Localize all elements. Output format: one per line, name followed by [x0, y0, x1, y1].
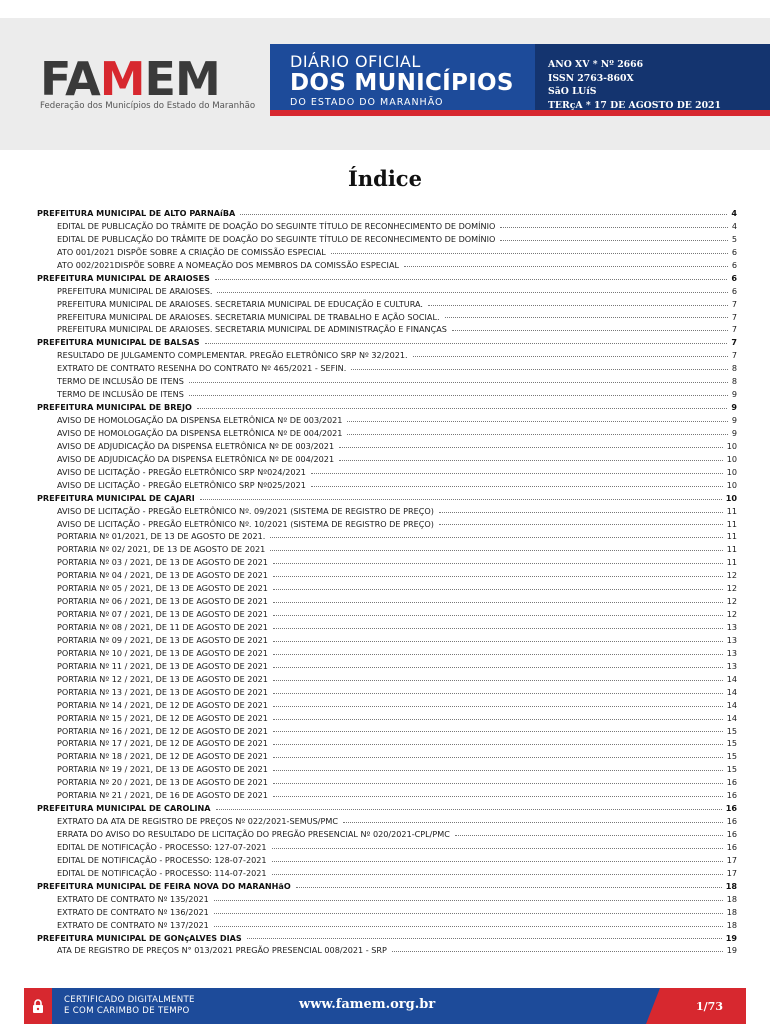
toc-entry[interactable]: [37, 841, 737, 854]
toc-entry[interactable]: [37, 906, 737, 919]
toc-page-number: 18: [725, 880, 737, 891]
toc-entry[interactable]: [37, 647, 737, 660]
toc-entry[interactable]: [37, 944, 737, 957]
toc-entry-title: ATA DE REGISTRO DE PREÇOS N° 013/2021 PREGÃO PRESENCIAL 008/2021 - SRP: [57, 945, 387, 956]
dot-leader: [347, 434, 727, 435]
toc-page-number: 12: [726, 570, 737, 581]
toc-entry-title: PORTARIA Nº 08 / 2021, DE 11 DE AGOSTO DE 2021: [57, 622, 268, 632]
toc-entry[interactable]: [37, 660, 737, 673]
dot-leader: [216, 809, 722, 810]
toc-entry-title: EDITAL DE NOTIFICAÇÃO - PROCESSO: 127-07-2021: [57, 841, 267, 852]
toc-entry[interactable]: [37, 867, 737, 880]
toc-entry-title: PORTARIA Nº 02/ 2021, DE 13 DE AGOSTO DE 2021: [57, 544, 266, 555]
dot-leader: [273, 757, 723, 758]
toc-page-number: 11: [726, 518, 737, 529]
toc-entry-title: PORTARIA Nº 18 / 2021, DE 12 DE AGOSTO DE 2021: [57, 751, 268, 762]
toc-page-number: 15: [726, 738, 737, 749]
dot-leader: [273, 602, 723, 603]
toc-section[interactable]: [37, 272, 737, 285]
toc-page-number: 14: [726, 686, 737, 697]
toc-entry-title: PORTARIA Nº 12 / 2021, DE 13 DE AGOSTO DE 2021: [57, 673, 268, 684]
toc-entry[interactable]: [37, 776, 737, 789]
toc-entry-title: EDITAL DE NOTIFICAÇÃO - PROCESSO: 128-07-2021: [57, 854, 267, 865]
toc-page-number: 6: [731, 272, 737, 283]
toc-entry-title: EDITAL DE PUBLICAÇÃO DO TRÂMITE DE DOAÇÃO DO SEGUINTE TÍTULO DE RECONHECIMENTO DE DOMÍNIO: [57, 220, 496, 231]
dot-leader: [273, 641, 723, 642]
dot-leader: [413, 356, 728, 357]
toc-page-number: 18: [726, 893, 737, 904]
cert-line2: E COM CARIMBO DE TEMPO: [64, 1006, 190, 1016]
toc-page-number: 16: [726, 777, 737, 788]
dot-leader: [339, 447, 723, 448]
dot-leader: [343, 822, 723, 823]
toc-page-number: 8: [731, 363, 737, 374]
toc-entry-title: ATO 001/2021 DISPÕE SOBRE A CRIAÇÃO DE COMISSÃO ESPECIAL: [57, 246, 326, 257]
toc-entry[interactable]: [37, 349, 737, 362]
dot-leader: [273, 654, 723, 655]
toc-entry-title: PREFEITURA MUNICIPAL DE ARAIOSES.: [57, 285, 213, 296]
logo-subtitle: Federação dos Municípios do Estado do Maranhão: [40, 101, 256, 111]
toc-entry-title: PREFEITURA MUNICIPAL DE ARAIOSES. SECRETARIA MUNICIPAL DE ADMINISTRAÇÃO E FINANÇAS: [57, 324, 447, 335]
toc-entry[interactable]: [37, 479, 737, 492]
dot-leader: [452, 330, 728, 331]
toc-entry[interactable]: [37, 763, 737, 776]
toc-entry[interactable]: [37, 686, 737, 699]
toc-page-number: 7: [731, 298, 737, 309]
logo-part-b: EM: [144, 52, 220, 106]
toc-entry-title: PORTARIA Nº 14 / 2021, DE 12 DE AGOSTO DE 2021: [57, 699, 268, 710]
dot-leader: [445, 317, 728, 318]
toc-entry[interactable]: [37, 634, 737, 647]
dot-leader: [200, 499, 722, 500]
toc-entry-title: PORTARIA Nº 11 / 2021, DE 13 DE AGOSTO DE 2021: [57, 660, 268, 671]
toc-page-number: 12: [726, 596, 737, 607]
toc-entry[interactable]: [37, 220, 737, 233]
toc-page-number: 7: [731, 337, 737, 348]
dot-leader: [189, 382, 728, 383]
toc-entry[interactable]: [37, 543, 737, 556]
toc-entry[interactable]: [37, 789, 737, 802]
toc-entry-title: PREFEITURA MUNICIPAL DE CAJARI: [37, 492, 195, 503]
toc-entry-title: PREFEITURA MUNICIPAL DE ALTO PARNAíBA: [37, 208, 236, 218]
toc-page-number: 4: [731, 220, 737, 231]
logo-part-m: M: [99, 52, 145, 106]
dot-leader: [270, 537, 722, 538]
toc-page-number: 14: [726, 712, 737, 723]
toc-page-number: 6: [731, 246, 737, 257]
toc-page-number: 11: [726, 505, 737, 516]
dot-leader: [455, 835, 723, 836]
toc-page-number: 5: [731, 233, 737, 244]
toc-entry-title: PREFEITURA MUNICIPAL DE FEIRA NOVA DO MARANHãO: [37, 880, 291, 891]
toc-section[interactable]: [37, 401, 737, 414]
dot-leader: [189, 395, 728, 396]
dot-leader: [214, 900, 723, 901]
toc-page-number: 14: [726, 673, 737, 684]
toc-entry[interactable]: [37, 414, 737, 427]
toc-entry-title: TERMO DE INCLUSÃO DE ITENS: [57, 389, 184, 400]
dot-leader: [273, 719, 723, 720]
toc-entry[interactable]: [37, 505, 737, 518]
toc-entry[interactable]: [37, 518, 737, 531]
toc-section[interactable]: [37, 802, 737, 815]
dot-leader: [273, 693, 723, 694]
toc-entry-title: PORTARIA Nº 15 / 2021, DE 12 DE AGOSTO DE 2021: [57, 712, 268, 723]
toc-entry[interactable]: [37, 453, 737, 466]
toc-section[interactable]: [37, 336, 737, 349]
toc-page-number: 14: [726, 699, 737, 710]
toc-entry[interactable]: [37, 608, 737, 621]
toc-entry-title: PORTARIA Nº 06 / 2021, DE 13 DE AGOSTO DE 2021: [57, 596, 268, 607]
dot-leader: [331, 253, 728, 254]
dot-leader: [273, 563, 723, 564]
toc-section[interactable]: [37, 207, 737, 220]
toc-entry-title: AVISO DE ADJUDICAÇÃO DA DISPENSA ELETRÔNICA Nº DE 004/2021: [57, 453, 335, 464]
dot-leader: [347, 421, 727, 422]
dot-leader: [273, 576, 723, 577]
dot-leader: [215, 279, 727, 280]
toc-entry[interactable]: [37, 595, 737, 608]
toc-entry-title: PORTARIA Nº 17 / 2021, DE 12 DE AGOSTO DE 2021: [57, 738, 268, 749]
dot-leader: [439, 524, 723, 525]
toc-entry-title: PREFEITURA MUNICIPAL DE CAROLINA: [37, 803, 211, 814]
toc-entry[interactable]: [37, 311, 737, 324]
toc-page-number: 12: [726, 609, 737, 620]
toc-page-number: 18: [726, 906, 737, 917]
dot-leader: [272, 861, 723, 862]
toc-page-number: 10: [726, 479, 737, 490]
toc-entry[interactable]: [37, 246, 737, 259]
toc-entry[interactable]: [37, 673, 737, 686]
toc-entry[interactable]: [37, 712, 737, 725]
toc-entry-title: EDITAL DE PUBLICAÇÃO DO TRÂMITE DE DOAÇÃO DO SEGUINTE TÍTULO DE RECONHECIMENTO DE DOMÍNIO: [57, 233, 496, 244]
toc-entry-title: AVISO DE HOMOLOGAÇÃO DA DISPENSA ELETRÔNICA Nº DE 004/2021: [57, 427, 343, 438]
toc-entry-title: PORTARIA Nº 16 / 2021, DE 12 DE AGOSTO DE 2021: [57, 725, 268, 736]
edition-number: ANO XV * Nº 2666: [548, 59, 644, 70]
issn: ISSN 2763-860X: [548, 72, 634, 84]
toc-page-number: 11: [726, 557, 737, 568]
toc-page-number: 13: [726, 647, 737, 658]
toc-entry-title: ATO 002/2021DISPÕE SOBRE A NOMEAÇÃO DOS MEMBROS DA COMISSÃO ESPECIAL: [57, 259, 399, 270]
dot-leader: [428, 305, 728, 306]
toc-section[interactable]: [37, 492, 737, 505]
dot-leader: [272, 874, 723, 875]
toc-entry-title: PREFEITURA MUNICIPAL DE BALSAS: [37, 337, 200, 348]
page-indicator: 1/73: [696, 1000, 723, 1013]
toc-page-number: 15: [726, 725, 737, 736]
toc-section[interactable]: [37, 932, 737, 945]
toc-page-number: 9: [731, 389, 737, 400]
toc-page-number: 17: [726, 867, 737, 878]
toc-entry[interactable]: [37, 375, 737, 388]
toc-entry[interactable]: [37, 569, 737, 582]
dot-leader: [273, 770, 723, 771]
toc-page-number: 6: [731, 285, 737, 296]
toc-entry-title: EXTRATO DE CONTRATO Nº 136/2021: [57, 906, 209, 917]
toc-entry[interactable]: [37, 530, 737, 543]
toc-page-number: 10: [726, 440, 737, 451]
toc-entry[interactable]: [37, 621, 737, 634]
toc-page-number: 16: [726, 841, 737, 852]
toc-entry-title: AVISO DE LICITAÇÃO - PREGÃO ELETRÔNICO SRP Nº024/2021: [57, 466, 306, 477]
toc-entry[interactable]: [37, 919, 737, 932]
toc-page-number: 12: [726, 583, 737, 594]
toc-entry[interactable]: [37, 556, 737, 569]
toc-entry-title: PORTARIA Nº 04 / 2021, DE 13 DE AGOSTO DE 2021: [57, 570, 268, 581]
toc-entry[interactable]: [37, 323, 737, 336]
dot-leader: [311, 473, 723, 474]
dot-leader: [273, 783, 723, 784]
dot-leader: [500, 227, 727, 228]
dot-leader: [500, 240, 727, 241]
toc-entry-title: EXTRATO DE CONTRATO RESENHA DO CONTRATO Nº 465/2021 - SEFIN.: [57, 363, 347, 374]
dot-leader: [273, 731, 723, 732]
toc-page-number: 8: [731, 376, 737, 387]
dot-leader: [247, 938, 722, 939]
toc-page-number: 13: [726, 660, 737, 671]
dot-leader: [273, 744, 723, 745]
toc-entry-title: AVISO DE ADJUDICAÇÃO DA DISPENSA ELETRÔNICA Nº DE 003/2021: [57, 440, 335, 451]
toc-page-number: 9: [731, 415, 737, 425]
website-link[interactable]: www.famem.org.br: [299, 997, 436, 1012]
toc-entry-title: EDITAL DE NOTIFICAÇÃO - PROCESSO: 114-07-2021: [57, 867, 267, 878]
toc-page-number: 10: [726, 453, 737, 464]
banner-title-line2: DOS MUNICÍPIOS: [290, 70, 514, 96]
dot-leader: [273, 680, 723, 681]
toc-entry[interactable]: [37, 699, 737, 712]
dot-leader: [392, 951, 723, 952]
toc-entry[interactable]: [37, 427, 737, 440]
dot-leader: [214, 913, 723, 914]
toc-entry[interactable]: [37, 259, 737, 272]
lock-icon: [32, 999, 44, 1013]
dot-leader: [404, 266, 728, 267]
toc-entry-title: EXTRATO DE CONTRATO Nº 135/2021: [57, 893, 209, 904]
toc-entry[interactable]: [37, 466, 737, 479]
toc-entry[interactable]: [37, 582, 737, 595]
dot-leader: [272, 848, 723, 849]
toc-entry-title: PORTARIA Nº 21 / 2021, DE 16 DE AGOSTO DE 2021: [57, 790, 268, 801]
toc-page-number: 7: [731, 311, 737, 322]
toc-entry[interactable]: [37, 725, 737, 738]
toc-page-number: 13: [726, 622, 737, 632]
dot-leader: [311, 486, 723, 487]
toc-entry-title: AVISO DE LICITAÇÃO - PREGÃO ELETRÔNICO SRP Nº025/2021: [57, 479, 306, 490]
toc-entry[interactable]: [37, 854, 737, 867]
banner-title-line3: DO ESTADO DO MARANHÃO: [290, 97, 444, 108]
city: SãO LUíS: [548, 86, 597, 97]
toc-page-number: 6: [731, 259, 737, 270]
toc-section[interactable]: [37, 880, 737, 893]
toc-page-number: 7: [731, 350, 737, 361]
toc-page-number: 9: [731, 402, 737, 413]
toc-entry-title: PREFEITURA MUNICIPAL DE BREJO: [37, 402, 192, 413]
toc-entry[interactable]: [37, 298, 737, 311]
toc-entry-title: PORTARIA Nº 09 / 2021, DE 13 DE AGOSTO DE 2021: [57, 634, 268, 645]
toc-entry-title: PORTARIA Nº 20 / 2021, DE 13 DE AGOSTO DE 2021: [57, 777, 268, 788]
toc-entry[interactable]: [37, 440, 737, 453]
dot-leader: [240, 214, 727, 215]
toc-entry-title: PORTARIA Nº 03 / 2021, DE 13 DE AGOSTO DE 2021: [57, 557, 268, 568]
toc-entry-title: PREFEITURA MUNICIPAL DE ARAIOSES: [37, 272, 210, 283]
famem-logo: [40, 52, 220, 106]
dot-leader: [273, 706, 723, 707]
dot-leader: [439, 512, 723, 513]
dot-leader: [270, 550, 722, 551]
toc-entry-title: PORTARIA Nº 07 / 2021, DE 13 DE AGOSTO DE 2021: [57, 609, 268, 620]
toc-entry-title: AVISO DE LICITAÇÃO - PREGÃO ELETRÔNICO Nº. 10/2021 (SISTEMA DE REGISTRO DE PREÇO): [57, 518, 434, 529]
toc-entry[interactable]: [37, 893, 737, 906]
toc-page-number: 4: [731, 208, 737, 218]
table-of-contents: [37, 207, 737, 957]
dot-leader: [273, 796, 723, 797]
dot-leader: [205, 343, 728, 344]
toc-page-number: 16: [725, 803, 737, 814]
toc-entry[interactable]: [37, 737, 737, 750]
toc-entry-title: EXTRATO DA ATA DE REGISTRO DE PREÇOS Nº 022/2021-SEMUS/PMC: [57, 816, 338, 827]
toc-entry-title: EXTRATO DE CONTRATO Nº 137/2021: [57, 919, 209, 930]
dot-leader: [339, 460, 723, 461]
toc-page-number: 16: [726, 829, 737, 839]
dot-leader: [273, 628, 723, 629]
toc-entry[interactable]: [37, 362, 737, 375]
header: [0, 0, 770, 150]
toc-entry-title: PREFEITURA MUNICIPAL DE ARAIOSES. SECRETARIA MUNICIPAL DE TRABALHO E AÇÃO SOCIAL.: [57, 311, 440, 322]
dot-leader: [197, 408, 728, 409]
banner-title-line1: DIÁRIO OFICIAL: [290, 52, 421, 71]
dot-leader: [351, 369, 728, 370]
toc-page-number: 10: [726, 466, 737, 477]
dot-leader: [217, 292, 727, 293]
toc-entry[interactable]: [37, 285, 737, 298]
toc-entry-title: AVISO DE LICITAÇÃO - PREGÃO ELETRÔNICO Nº. 09/2021 (SISTEMA DE REGISTRO DE PREÇO): [57, 505, 434, 516]
toc-entry-title: PORTARIA Nº 01/2021, DE 13 DE AGOSTO DE 2021.: [57, 531, 266, 542]
toc-page-number: 11: [726, 544, 737, 555]
toc-page-number: 10: [725, 492, 737, 503]
dot-leader: [273, 589, 723, 590]
toc-page-number: 15: [726, 751, 737, 762]
toc-entry-title: PORTARIA Nº 13 / 2021, DE 13 DE AGOSTO DE 2021: [57, 686, 268, 697]
toc-entry-title: ERRATA DO AVISO DO RESULTADO DE LICITAÇÃO DO PREGÃO PRESENCIAL Nº 020/2021-CPL/PMC: [57, 829, 450, 839]
toc-entry-title: PORTARIA Nº 05 / 2021, DE 13 DE AGOSTO DE 2021: [57, 583, 268, 594]
toc-entry[interactable]: [37, 233, 737, 246]
toc-entry[interactable]: [37, 750, 737, 763]
toc-entry[interactable]: [37, 388, 737, 401]
toc-entry[interactable]: [37, 828, 737, 841]
toc-page-number: 13: [726, 634, 737, 645]
publication-date: TERçA * 17 DE AGOSTO DE 2021: [548, 99, 721, 111]
toc-entry-title: RESULTADO DE JULGAMENTO COMPLEMENTAR. PREGÃO ELETRÔNICO SRP Nº 32/2021.: [57, 350, 408, 361]
toc-entry-title: PREFEITURA MUNICIPAL DE GONçALVES DIAS: [37, 932, 242, 943]
toc-entry-title: PREFEITURA MUNICIPAL DE ARAIOSES. SECRETARIA MUNICIPAL DE EDUCAÇÃO E CULTURA.: [57, 298, 423, 309]
publication-info: [548, 58, 721, 112]
toc-page-number: 7: [731, 324, 737, 335]
footer: [24, 988, 746, 1024]
toc-page-number: 16: [726, 816, 737, 827]
logo-part-a: FA: [40, 52, 100, 106]
toc-page-number: 17: [726, 854, 737, 865]
toc-entry-title: PORTARIA Nº 10 / 2021, DE 13 DE AGOSTO DE 2021: [57, 647, 268, 658]
dot-leader: [296, 887, 722, 888]
toc-entry-title: PORTARIA Nº 19 / 2021, DE 13 DE AGOSTO DE 2021: [57, 764, 268, 775]
toc-page-number: 11: [726, 531, 737, 542]
toc-entry-title: TERMO DE INCLUSÃO DE ITENS: [57, 376, 184, 387]
toc-page-number: 9: [731, 427, 737, 438]
dot-leader: [273, 667, 723, 668]
dot-leader: [214, 926, 723, 927]
toc-page-number: 18: [726, 919, 737, 930]
dot-leader: [273, 615, 723, 616]
toc-page-number: 19: [726, 945, 737, 956]
toc-entry[interactable]: [37, 815, 737, 828]
toc-page-number: 15: [726, 764, 737, 775]
certificate-text: [64, 995, 195, 1017]
toc-page-number: 19: [725, 932, 737, 943]
page-title: Índice: [348, 166, 422, 191]
cert-line1: CERTIFICADO DIGITALMENTE: [64, 995, 195, 1005]
toc-page-number: 16: [726, 790, 737, 801]
toc-entry-title: AVISO DE HOMOLOGAÇÃO DA DISPENSA ELETRÔNICA Nº DE 003/2021: [57, 415, 343, 425]
